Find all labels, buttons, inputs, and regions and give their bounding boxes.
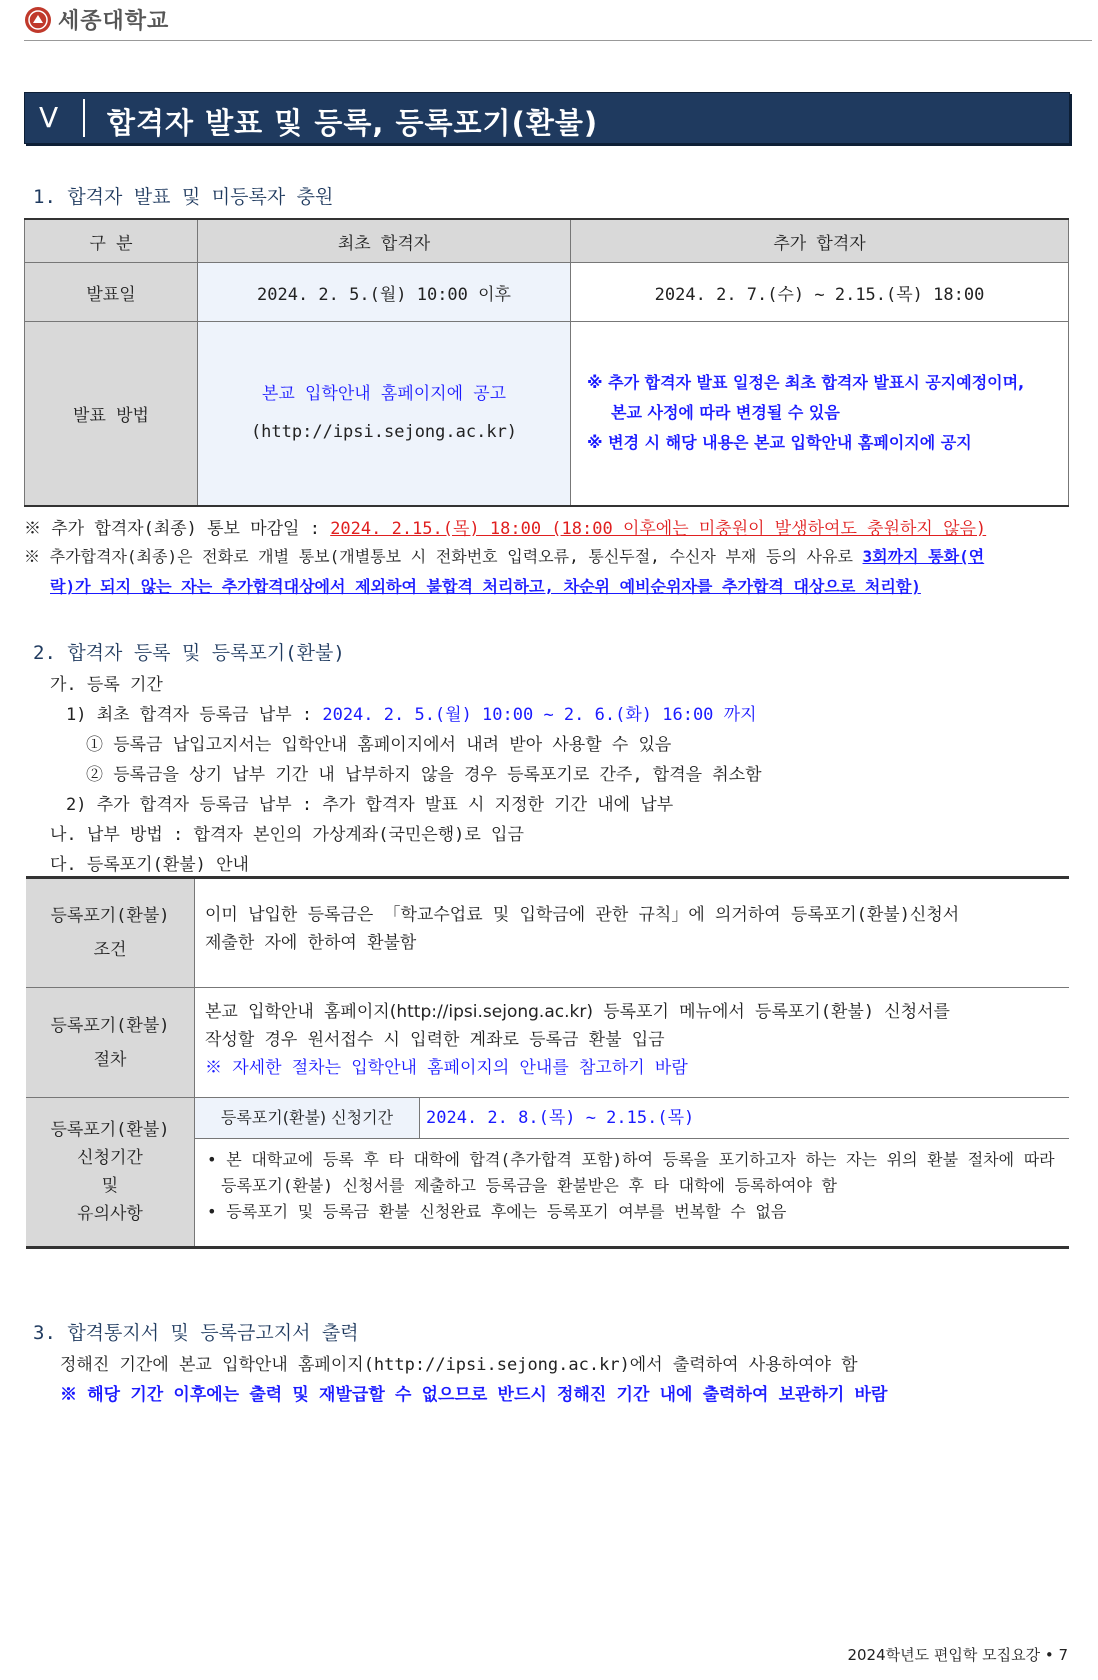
print-warning: ※ 해당 기간 이후에는 출력 및 재발급할 수 없으므로 반드시 정해진 기간 내에 출력하여 보관하기 바람	[60, 1385, 888, 1405]
label-line: 등록포기(환불)	[50, 1015, 170, 1036]
condition-line1: 이미 납입한 등록금은 「학교수업료 및 입학금에 관한 규칙」에 의거하여 등록포기(환불)신청서	[205, 905, 960, 925]
first-date: 2024. 2. 5.(월) 10:00 이후	[198, 263, 571, 322]
refund-condition	[195, 878, 1070, 988]
page-footer: 2024학년도 편입학 모집요강 • 7	[847, 1646, 1068, 1664]
label-line: 등록포기(환불)	[50, 1120, 170, 1140]
first-method-line1: 본교 입학안내 홈페이지에 공고	[261, 384, 507, 405]
label-line: 및	[101, 1176, 119, 1196]
label-line: 절차	[93, 1049, 127, 1070]
item-ga: 가. 등록 기간	[50, 675, 163, 695]
seal-icon	[24, 6, 52, 34]
procedure-text: 등록포기 메뉴에서 등록포기(환불) 신청서를	[592, 1002, 950, 1022]
period-value: 2024. 2. 8.(목) ~ 2.15.(목)	[426, 1108, 695, 1128]
item-1-period: 2024. 2. 5.(월) 10:00 ~ 2. 6.(화) 16:00 까지	[322, 705, 757, 725]
extra-method	[571, 322, 1069, 506]
note-deadline	[24, 514, 986, 539]
extra-method-line1: ※ 추가 합격자 발표 일정은 최초 합격자 발표시 공지예정이며,	[587, 373, 1025, 393]
notice-bullet-1: • 본 대학교에 등록 후 타 대학에 합격(추가합격 포함)하여 등록을 포기하고자 하는 자는 위의 환불 절차에 따라 등록포기(환불) 신청서를 제출하고 등록금을 환불받은 후 타 대학에 등록하여야 함	[207, 1150, 1055, 1195]
period-label: 등록포기(환불) 신청기간	[195, 1098, 420, 1138]
university-logo	[24, 4, 169, 35]
procedure-line1	[205, 998, 1059, 1026]
table-row	[25, 263, 1069, 322]
university-name: 세종대학교	[58, 9, 170, 34]
label-line: 조건	[93, 940, 127, 960]
subsection-1-title: 1. 합격자 발표 및 미등록자 충원	[33, 186, 334, 208]
table-row	[26, 878, 1069, 988]
subsection-2-title: 2. 합격자 등록 및 등록포기(환불)	[33, 642, 345, 664]
note-phone-blue1: 3회까지 통화(연	[862, 547, 985, 566]
period-row	[195, 1098, 1069, 1139]
print-instruction: 정해진 기간에 본교 입학안내 홈페이지(http://ipsi.sejong.ac.kr)에서 출력하여 사용하여야 함	[60, 1355, 858, 1375]
refund-procedure-label	[26, 988, 195, 1098]
row-label-method: 발표 방법	[25, 322, 198, 506]
first-method	[198, 322, 571, 506]
table-row	[26, 1098, 1069, 1248]
table-row	[26, 988, 1069, 1098]
extra-date: 2024. 2. 7.(수) ~ 2.15.(목) 18:00	[571, 263, 1069, 322]
note-deadline-label: ※ 추가 합격자(최종) 통보 마감일 :	[24, 519, 331, 539]
header-extra: 추가 합격자	[571, 219, 1069, 263]
table-header-row	[25, 219, 1069, 263]
refund-period-label	[26, 1098, 195, 1248]
sub-item-1: ① 등록금 납입고지서는 입학안내 홈페이지에서 내려 받아 사용할 수 있음	[86, 735, 672, 755]
item-da: 다. 등록포기(환불) 안내	[50, 855, 249, 875]
extra-method-line3: ※ 변경 시 해당 내용은 본교 입학안내 홈페이지에 공지	[587, 433, 972, 453]
header-first: 최초 합격자	[198, 219, 571, 263]
header-category: 구 분	[25, 219, 198, 263]
procedure-line2: 작성할 경우 원서접수 시 입력한 계좌로 등록금 환불 입금	[205, 1030, 665, 1050]
announcement-table	[24, 218, 1069, 507]
item-2: 2) 추가 합격자 등록금 납부 : 추가 합격자 발표 시 지정한 기간 내에 납부	[66, 795, 674, 815]
section-number: V	[39, 101, 59, 134]
table-row	[25, 322, 1069, 506]
section-banner	[24, 92, 1070, 144]
item-na: 나. 납부 방법 : 합격자 본인의 가상계좌(국민은행)로 입금	[50, 825, 524, 845]
procedure-note: ※ 자세한 절차는 입학안내 홈페이지의 안내를 참고하기 바람	[205, 1058, 688, 1078]
notice-list	[195, 1139, 1069, 1233]
refund-period	[195, 1098, 1070, 1248]
procedure-text: 본교 입학안내 홈페이지	[205, 1002, 390, 1022]
item-1	[66, 700, 757, 725]
note-phone-blue2: 락)가 되지 않는 자는 추가합격대상에서 제외하여 불합격 처리하고, 차순위 예비순위자를 추가합격 대상으로 처리함)	[50, 577, 921, 596]
refund-table	[26, 876, 1069, 1249]
refund-condition-label	[26, 878, 195, 988]
row-label-date: 발표일	[25, 263, 198, 322]
item-1-label: 1) 최초 합격자 등록금 납부 :	[66, 705, 323, 725]
note-deadline-red: 2024. 2.15.(목) 18:00 (18:00 이후에는 미충원이 발생하여도 충원하지 않음)	[330, 519, 987, 539]
first-method-url: (http://ipsi.sejong.ac.kr)	[250, 422, 518, 443]
procedure-url: (http://ipsi.sejong.ac.kr)	[389, 1002, 593, 1022]
refund-procedure	[195, 988, 1070, 1098]
page-header	[24, 2, 1092, 41]
notice-bullet-2: • 등록포기 및 등록금 환불 신청완료 후에는 등록포기 여부를 번복할 수 없음	[207, 1202, 787, 1221]
label-line: 등록포기(환불)	[50, 906, 170, 926]
note-phone-text: ※ 추가합격자(최종)은 전화로 개별 통보(개별통보 시 전화번호 입력오류, 통신두절, 수신자 부재 등의 사유로	[24, 547, 863, 566]
extra-method-line2: 본교 사정에 따라 변경될 수 있음	[611, 403, 840, 423]
section-title: 합격자 발표 및 등록, 등록포기(환불)	[107, 106, 599, 140]
label-line: 유의사항	[77, 1204, 143, 1224]
condition-line2: 제출한 자에 한하여 환불함	[205, 933, 417, 953]
label-line: 신청기간	[77, 1148, 143, 1168]
note-phone	[24, 544, 984, 567]
banner-divider	[83, 99, 85, 137]
subsection-3-title: 3. 합격통지서 및 등록금고지서 출력	[33, 1322, 359, 1344]
note-phone-cont	[50, 574, 921, 597]
sub-item-2: ② 등록금을 상기 납부 기간 내 납부하지 않을 경우 등록포기로 간주, 합격을 취소함	[86, 765, 762, 785]
